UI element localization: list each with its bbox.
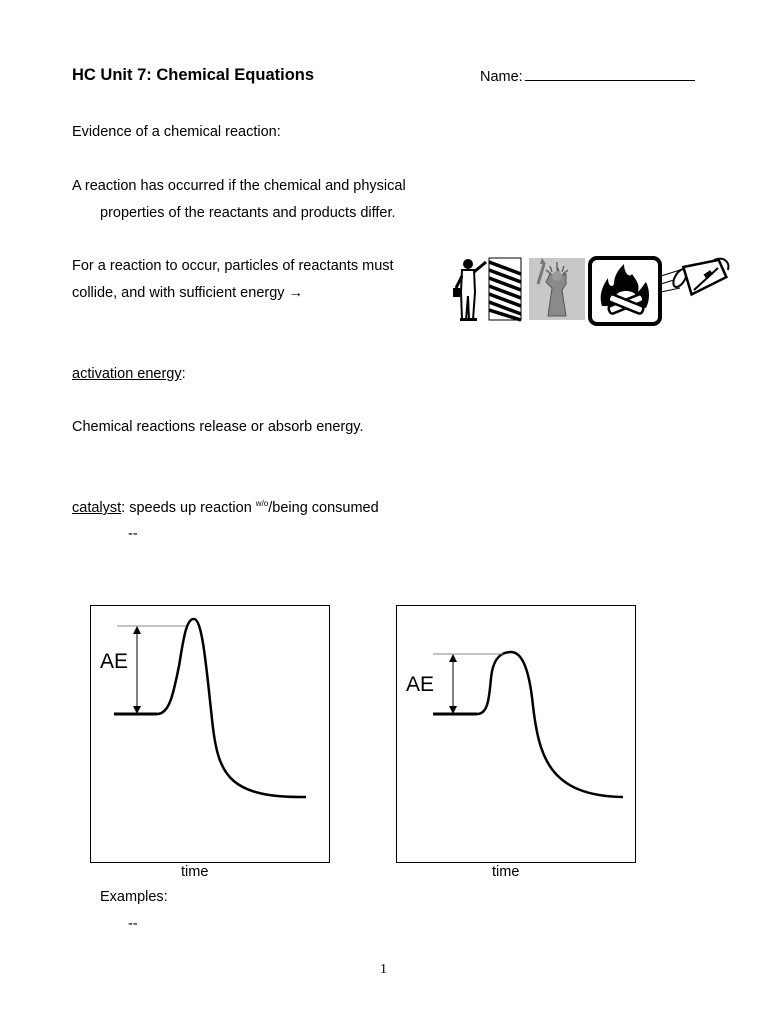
painter-icon <box>453 259 486 321</box>
painted-wall-icon <box>489 258 521 320</box>
catalyst-dash: -- <box>128 526 138 542</box>
page-title: HC Unit 7: Chemical Equations <box>72 66 315 84</box>
name-blank-line[interactable] <box>525 68 695 81</box>
statue-of-liberty-icon <box>529 258 585 320</box>
activation-colon: : <box>181 366 186 382</box>
catalyst-desc-before: : speeds up reaction <box>121 499 256 516</box>
catalyst-line <box>72 499 379 516</box>
reaction-evidence-icons <box>448 254 733 328</box>
ae-label-catalyzed: AE <box>406 673 435 696</box>
name-label: Name: <box>480 69 523 85</box>
energy-curve-uncatalyzed <box>91 606 329 862</box>
ae-label-uncatalyzed: AE <box>100 650 129 673</box>
collide-text-line2: collide, and with sufficient energy → <box>72 285 304 301</box>
energy-diagram-uncatalyzed <box>90 605 330 863</box>
page-number: 1 <box>380 962 387 977</box>
energy-diagram-catalyzed <box>396 605 636 863</box>
collide-text-line1: For a reaction to occur, particles of reactants must <box>72 258 394 274</box>
name-field <box>480 68 695 85</box>
energy-sentence: Chemical reactions release or absorb energy. <box>72 419 364 435</box>
evidence-heading: Evidence of a chemical reaction: <box>72 124 281 140</box>
examples-label: Examples: <box>100 889 168 905</box>
catalyst-desc-after: /being consumed <box>268 499 379 516</box>
energy-curve-catalyzed <box>397 606 635 862</box>
examples-dash: -- <box>128 916 138 932</box>
time-label-uncatalyzed: time <box>181 864 209 880</box>
fire-icon <box>590 258 660 324</box>
activation-energy-term: activation energy <box>72 366 182 382</box>
reaction-text-line1: A reaction has occurred if the chemical and physical <box>72 178 406 194</box>
catalyst-term: catalyst <box>72 499 122 516</box>
reaction-text-line2: properties of the reactants and products differ. <box>100 205 396 221</box>
activation-energy-line <box>72 366 186 382</box>
catalyst-sup: w/o <box>255 499 269 508</box>
flashlight-icon <box>661 255 729 299</box>
time-label-catalyzed: time <box>492 864 520 880</box>
